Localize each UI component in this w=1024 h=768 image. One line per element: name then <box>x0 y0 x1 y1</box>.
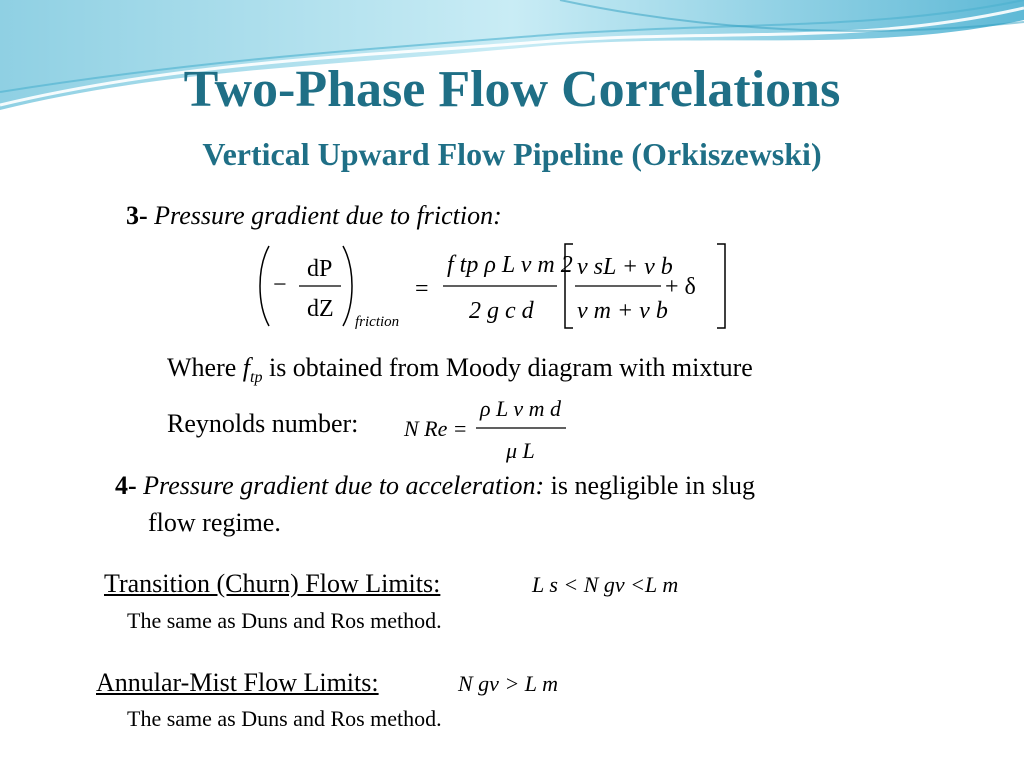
friction-number: 3- <box>126 201 148 230</box>
lhs-minus-sign: − <box>273 272 287 298</box>
page-title: Two-Phase Flow Correlations <box>183 61 841 118</box>
reynolds-equals: = <box>454 416 467 441</box>
lhs-denominator: dZ <box>307 296 334 322</box>
reynolds-lhs: N Re <box>404 416 448 441</box>
reynolds-denominator: μ L <box>506 438 535 463</box>
annular-limits-condition: N gv > L m <box>458 671 559 696</box>
friction-heading-text: Pressure gradient due to friction: <box>154 201 502 230</box>
acceleration-heading-text: Pressure gradient due to acceleration: <box>143 471 545 500</box>
reynolds-equation <box>400 392 580 468</box>
lhs-numerator: dP <box>307 256 333 282</box>
lhs-subscript-friction: friction <box>355 314 400 330</box>
equals-sign: = <box>415 276 429 302</box>
acceleration-number: 4- <box>115 471 137 500</box>
fraction-denominator: 2 g c d <box>469 298 534 324</box>
transition-limits-label: Transition (Churn) Flow Limits: <box>104 569 441 598</box>
transition-limits-note: The same as Duns and Ros method. <box>127 608 442 633</box>
transition-limits-condition: L s < N gv <L m <box>532 572 679 597</box>
friction-equation <box>255 238 735 334</box>
reynolds-label: Reynolds number: <box>167 409 359 438</box>
acceleration-text-line2: flow regime. <box>148 508 281 537</box>
reynolds-numerator: ρ L v m d <box>480 396 562 421</box>
plus-delta: + δ <box>665 274 696 300</box>
page-subtitle: Vertical Upward Flow Pipeline (Orkiszewski) <box>202 136 822 172</box>
where-text: is obtained from Moody diagram with mixture <box>268 353 753 382</box>
moody-note <box>167 352 753 387</box>
acceleration-text-line1: is negligible in slug <box>550 471 756 500</box>
fraction-numerator: f tp ρ L v m 2 <box>447 252 573 278</box>
bracket-denominator: v m + v b <box>577 298 668 324</box>
annular-limits-label: Annular-Mist Flow Limits: <box>96 668 379 697</box>
friction-heading <box>126 200 502 231</box>
annular-limits-note: The same as Duns and Ros method. <box>127 706 442 731</box>
bracket-numerator: v sL + v b <box>577 254 673 280</box>
where-prefix: Where <box>167 353 237 382</box>
acceleration-heading <box>115 470 755 501</box>
ftp-symbol: $f_{tp}$ <box>242 353 263 387</box>
